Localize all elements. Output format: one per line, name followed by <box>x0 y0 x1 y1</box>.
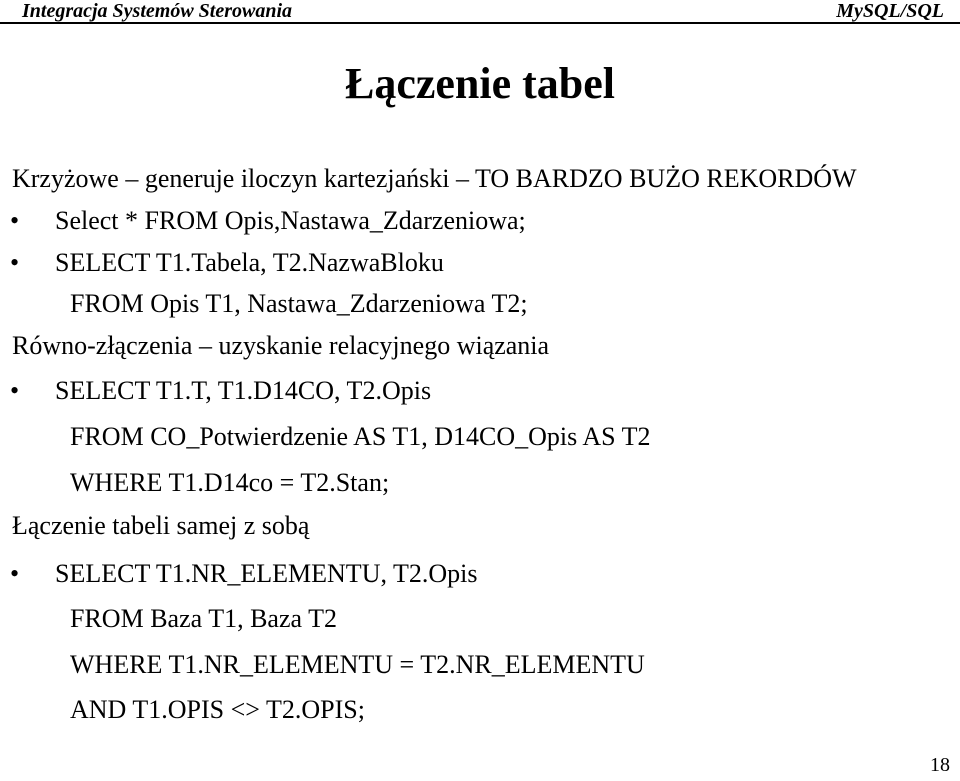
code-line: Select * FROM Opis,Nastawa_Zdarzeniowa; <box>55 206 526 235</box>
code-line: FROM Opis T1, Nastawa_Zdarzeniowa T2; <box>70 289 528 318</box>
bullet-icon: • <box>10 248 20 277</box>
header-divider <box>0 22 960 24</box>
code-line: SELECT T1.NR_ELEMENTU, T2.Opis <box>55 559 478 588</box>
page-number: 18 <box>930 754 950 776</box>
bullet-icon: • <box>10 206 20 235</box>
topic-label: MySQL/SQL <box>836 0 944 22</box>
code-line: WHERE T1.D14co = T2.Stan; <box>70 468 390 497</box>
code-line: SELECT T1.Tabela, T2.NazwaBloku <box>55 248 444 277</box>
self-join-heading: Łączenie tabeli samej z sobą <box>12 511 310 540</box>
bullet-icon: • <box>10 376 20 405</box>
code-line: FROM CO_Potwierdzenie AS T1, D14CO_Opis AS T2 <box>70 422 651 451</box>
slide-header <box>0 0 960 22</box>
slide-title: Łączenie tabel <box>344 59 616 108</box>
code-line: FROM Baza T1, Baza T2 <box>70 604 337 633</box>
bullet-icon: • <box>10 559 20 588</box>
equi-join-heading: Równo-złączenia – uzyskanie relacyjnego wiązania <box>12 331 550 360</box>
code-line: AND T1.OPIS <> T2.OPIS; <box>70 695 365 724</box>
course-title: Integracja Systemów Sterowania <box>22 0 293 22</box>
code-line: SELECT T1.T, T1.D14CO, T2.Opis <box>55 376 432 405</box>
code-line: WHERE T1.NR_ELEMENTU = T2.NR_ELEMENTU <box>70 650 645 679</box>
cross-join-heading: Krzyżowe – generuje iloczyn kartezjański – TO BARDZO BUŻO REKORDÓW <box>12 164 857 193</box>
